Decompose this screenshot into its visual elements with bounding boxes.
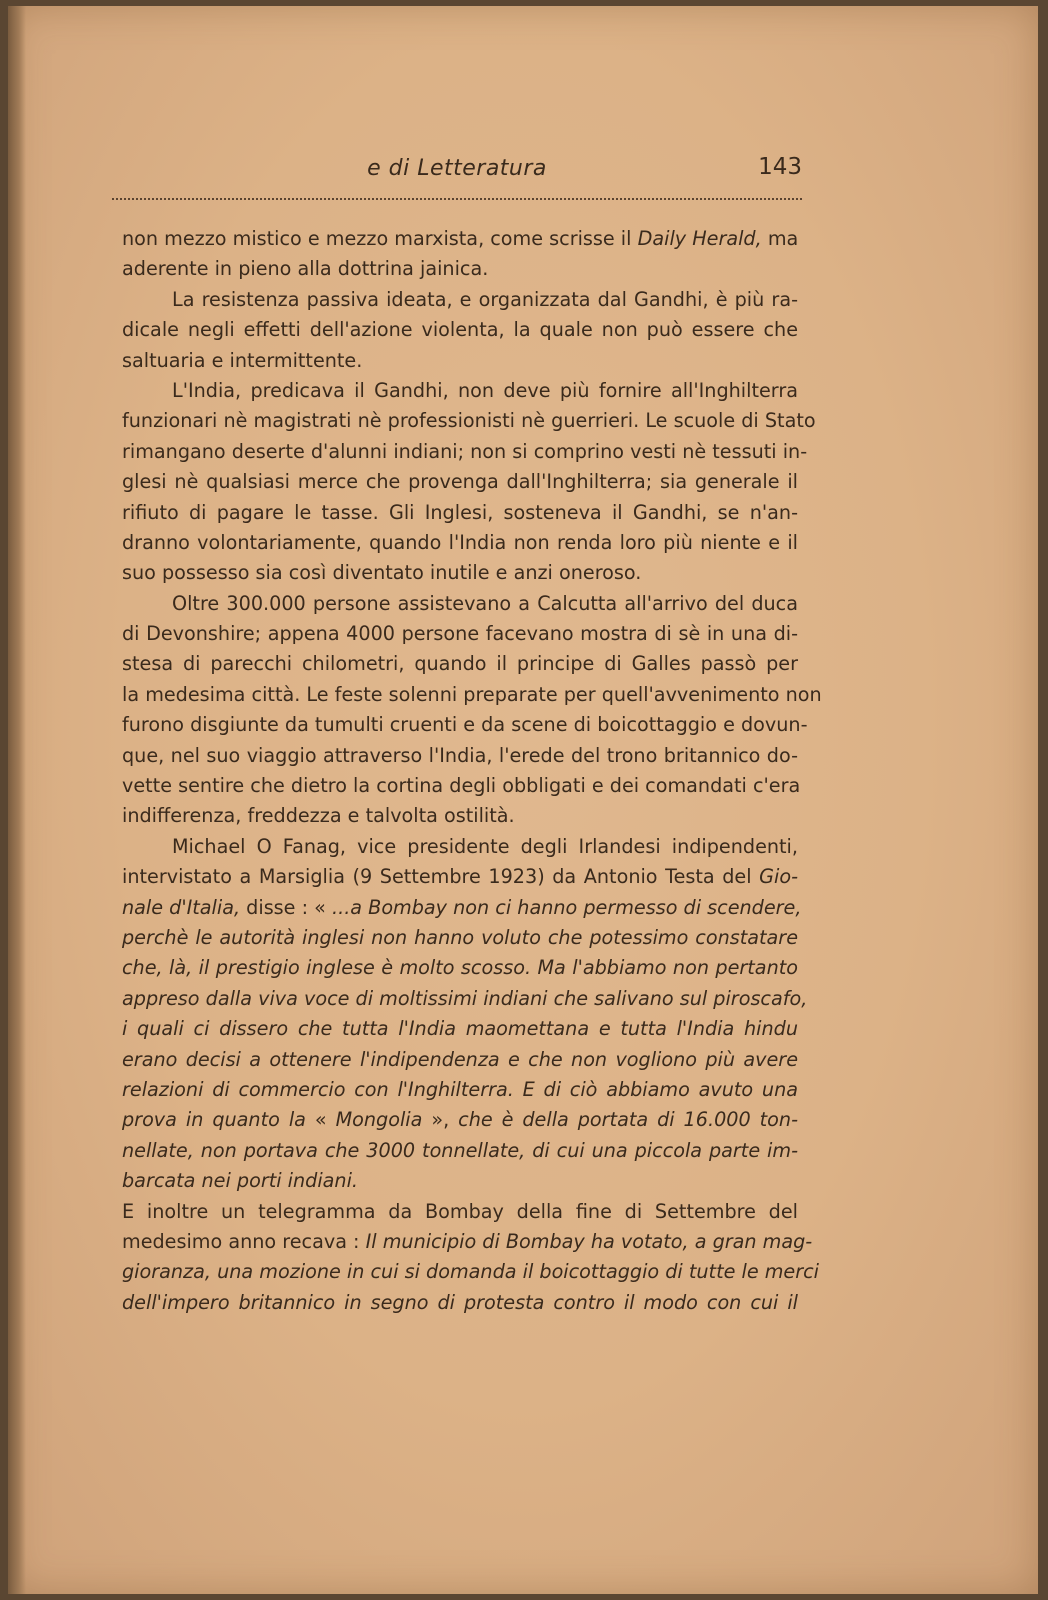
text-line bbox=[122, 649, 798, 679]
paragraph bbox=[122, 376, 816, 589]
text-run: aderente in pieno alla dottrina jainica. bbox=[122, 257, 489, 281]
text-run: medesimo anno recava : bbox=[122, 1229, 366, 1253]
text-line bbox=[122, 1105, 798, 1135]
text-line bbox=[122, 923, 798, 953]
text-line bbox=[122, 558, 798, 588]
text-line bbox=[122, 589, 798, 619]
text-run: E inoltre un telegramma da Bombay della fine di Settembre del bbox=[122, 1199, 798, 1223]
text-line bbox=[122, 285, 798, 315]
page-spine-shadow bbox=[8, 6, 26, 1594]
text-line bbox=[122, 315, 798, 345]
text-run: vette sentire che dietro la cortina degli obbligati e dei comandati c'era bbox=[122, 774, 801, 798]
italic-run: Gio- bbox=[759, 865, 798, 889]
text-run: dranno volontariamente, quando l'India non renda loro più niente e il bbox=[122, 530, 798, 554]
text-line bbox=[122, 1227, 813, 1257]
paragraph bbox=[122, 832, 808, 1197]
text-run: », bbox=[422, 1108, 459, 1132]
text-line bbox=[122, 741, 798, 771]
text-run: funzionari nè magistrati nè professionisti nè guerrieri. Le scuole di Stato bbox=[122, 409, 816, 433]
text-run: Michael O Fanag, vice presidente degli Irlandesi indipendenti, bbox=[172, 834, 798, 858]
italic-run: barcata nei porti indiani. bbox=[122, 1169, 359, 1193]
text-line bbox=[122, 254, 798, 284]
text-run: rifiuto di pagare le tasse. Gli Inglesi, sosteneva il Gandhi, se n'an- bbox=[122, 500, 798, 524]
text-line bbox=[122, 953, 798, 983]
italic-run: che, là, il prestigio inglese è molto scosso. Ma l'abbiamo non pertanto bbox=[122, 956, 798, 980]
page-number: 143 bbox=[758, 154, 802, 180]
text-line bbox=[122, 498, 798, 528]
text-run: dicale negli effetti dell'azione violenta, la quale non può essere che bbox=[122, 318, 798, 342]
italic-run: relazioni di commercio con l'Inghilterra. E di ciò abbiamo avuto una bbox=[122, 1077, 798, 1101]
italic-run: perchè le autorità inglesi non hanno voluto che potessimo constatare bbox=[122, 925, 798, 949]
text-run: rimangano deserte d'alunni indiani; non si comprino vesti nè tessuti in- bbox=[122, 439, 808, 463]
text-run: L'India, predicava il Gandhi, non deve più fornire all'Inghilterra bbox=[172, 378, 798, 402]
italic-run: dell'impero britannico in segno di protesta contro il modo con cui il bbox=[122, 1290, 798, 1314]
text-line bbox=[122, 680, 822, 710]
text-run: Oltre 300.000 persone assistevano a Calcutta all'arrivo del duca bbox=[172, 591, 798, 615]
italic-run: Il municipio di Bombay ha votato, a gran mag- bbox=[365, 1229, 813, 1253]
italic-run: i quali ci dissero che tutta l'India maomettana e tutta l'India hindu bbox=[122, 1017, 798, 1041]
italic-run: nellate, non portava che 3000 tonnellate, di cui una piccola parte im- bbox=[122, 1138, 798, 1162]
text-run: suo possesso sia così diventato inutile e anzi oneroso. bbox=[122, 561, 642, 585]
italic-run: Mongolia bbox=[335, 1108, 423, 1132]
text-line bbox=[122, 771, 801, 801]
header-dotted-rule bbox=[112, 198, 802, 200]
text-run: furono disgiunte da tumulti cruenti e da scene di boicottaggio e dovun- bbox=[122, 713, 808, 737]
text-run: que, nel suo viaggio attraverso l'India, l'erede del trono britannico do- bbox=[122, 743, 798, 767]
text-line bbox=[122, 1045, 798, 1075]
text-line bbox=[122, 710, 808, 740]
text-run: La resistenza passiva ideata, e organizzata dal Gandhi, è più ra- bbox=[172, 287, 798, 311]
text-line bbox=[122, 862, 798, 892]
paragraph bbox=[122, 224, 798, 285]
text-line bbox=[122, 619, 798, 649]
text-line bbox=[122, 1014, 798, 1044]
text-line bbox=[122, 1257, 819, 1287]
italic-run: appreso dalla viva voce di moltissimi indiani che salivano sul piroscafo, bbox=[122, 986, 808, 1010]
text-run: non mezzo mistico e mezzo marxista, come scrisse il bbox=[122, 227, 638, 250]
running-title: e di Letteratura bbox=[367, 156, 547, 181]
italic-run: Daily Herald, bbox=[637, 227, 762, 250]
text-line bbox=[122, 1166, 798, 1196]
text-line bbox=[122, 1197, 798, 1227]
italic-run: nale d'Italia, bbox=[122, 895, 241, 919]
italic-run: erano decisi a ottenere l'indipendenza e che non vogliono più avere bbox=[122, 1047, 798, 1071]
text-run: intervistato a Marsiglia (9 Settembre 1923) da Antonio Testa del bbox=[122, 865, 760, 889]
text-line bbox=[122, 801, 798, 831]
text-run: indifferenza, freddezza e talvolta ostilità. bbox=[122, 804, 515, 828]
text-run: di Devonshire; appena 4000 persone facevano mostra di sè in una di- bbox=[122, 622, 798, 646]
text-run: glesi nè qualsiasi merce che provenga dall'Inghilterra; sia generale il bbox=[122, 470, 798, 494]
text-line bbox=[122, 224, 798, 254]
text-line bbox=[122, 528, 798, 558]
text-run: « bbox=[314, 1108, 336, 1132]
text-run: ma bbox=[761, 227, 799, 250]
text-run: la medesima città. Le feste solenni preparate per quell'avvenimento non bbox=[122, 682, 822, 706]
text-line bbox=[122, 893, 802, 923]
text-line bbox=[122, 984, 808, 1014]
text-line bbox=[122, 832, 798, 862]
text-line bbox=[122, 376, 798, 406]
paragraph bbox=[122, 1197, 819, 1319]
text-run: disse : « bbox=[240, 895, 332, 919]
text-line bbox=[122, 437, 808, 467]
text-line bbox=[122, 1288, 798, 1318]
text-line bbox=[122, 467, 798, 497]
italic-run: che è della portata di 16.000 ton- bbox=[458, 1108, 798, 1132]
text-line bbox=[122, 1075, 798, 1105]
italic-run: gioranza, una mozione in cui si domanda il boicottaggio di tutte le merci bbox=[122, 1260, 819, 1284]
text-line bbox=[122, 346, 798, 376]
paragraph bbox=[122, 589, 822, 832]
italic-run: prova in quanto la bbox=[122, 1108, 315, 1132]
text-line bbox=[122, 1136, 798, 1166]
page-header bbox=[112, 150, 802, 190]
text-line bbox=[122, 406, 816, 436]
body-text bbox=[122, 224, 822, 1318]
text-run: saltuaria e intermittente. bbox=[122, 348, 363, 372]
text-run: stesa di parecchi chilometri, quando il principe di Galles passò per bbox=[122, 652, 798, 676]
italic-run: ...a Bombay non ci hanno permesso di scendere, bbox=[332, 895, 802, 919]
paragraph bbox=[122, 285, 798, 376]
